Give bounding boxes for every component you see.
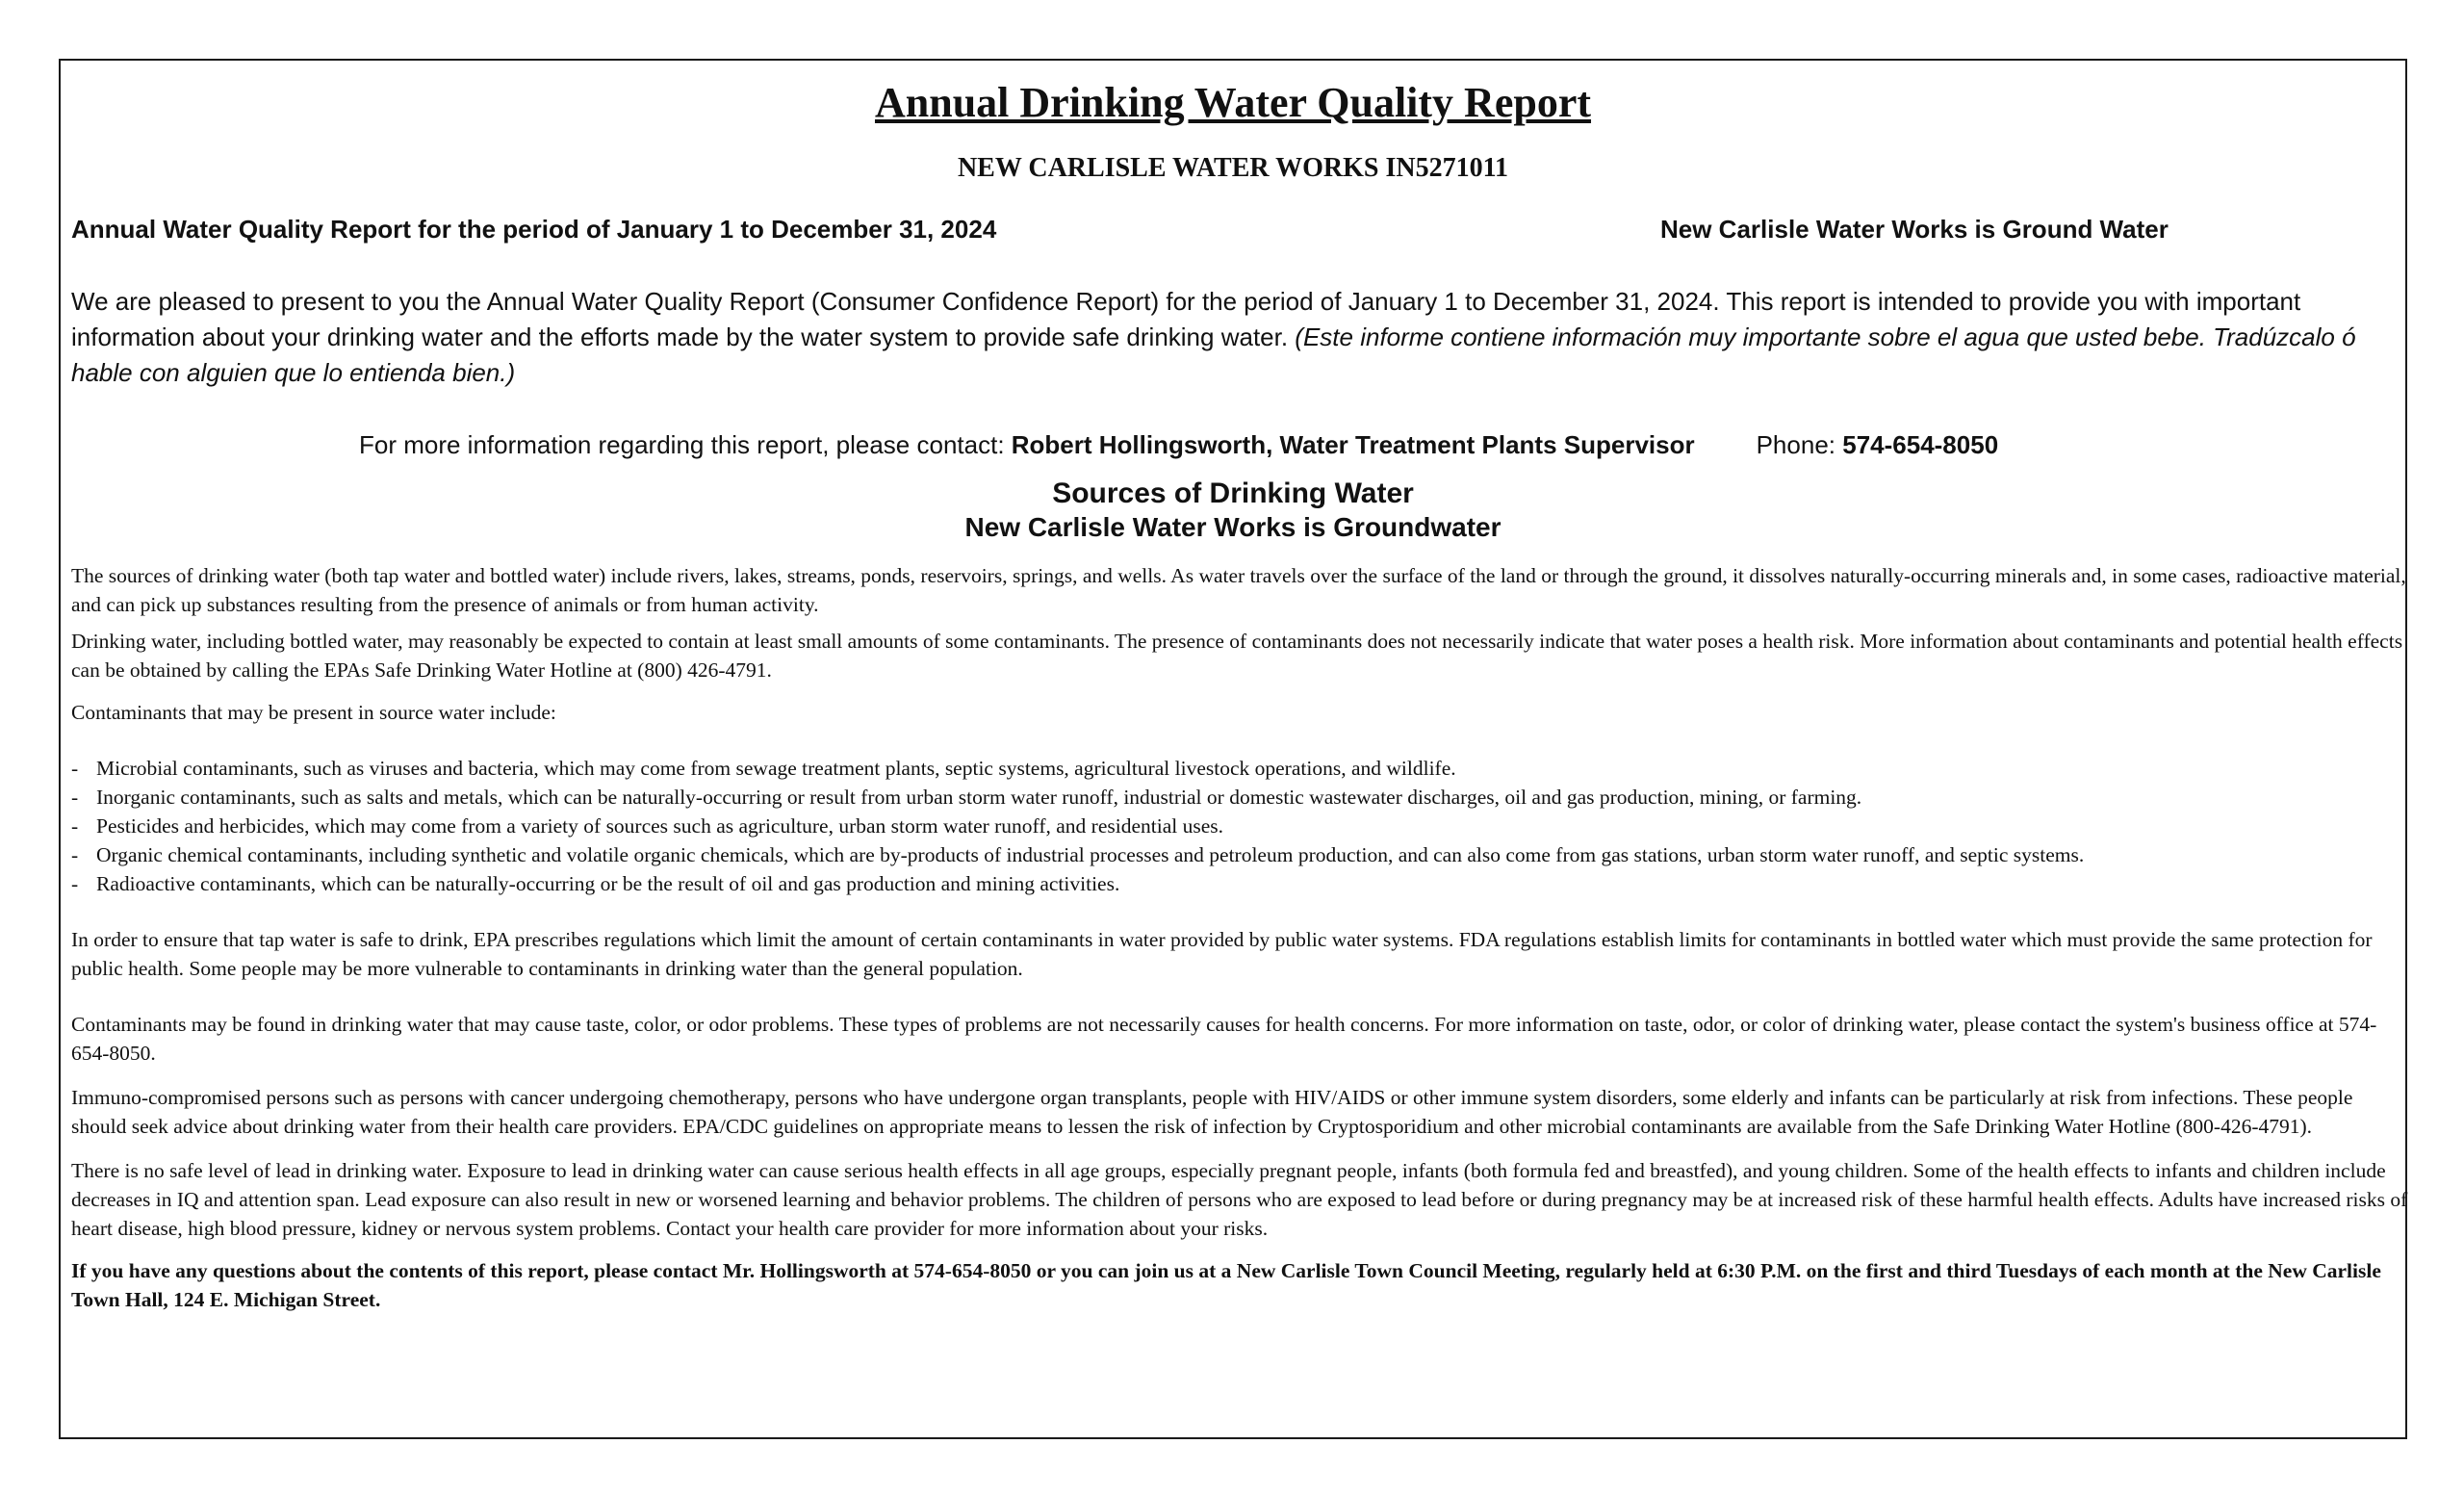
sources-heading: Sources of Drinking Water (1052, 477, 1414, 509)
paragraph-taste-odor: Contaminants may be found in drinking water that may cause taste, color, or odor problems. These types of problems are not necessarily causes for health concerns. For more information on taste, odor, or color of drinking water, please contact the system's business office at 574-654-8050. (71, 1013, 2377, 1065)
phone-label: Phone: (1756, 430, 1843, 459)
paragraph-questions-contact: If you have any questions about the contents of this report, please contact Mr. Hollingsworth at 574-654-8050 or you can join us at a New Carlisle Town Council Meeting, regularly held at 6:30 P.M. on the first and third Tuesdays of each month at the New Carlisle Town Hall, 124 E. Michigan Street. (71, 1259, 2381, 1311)
paragraph-contaminants-expected: Drinking water, including bottled water, may reasonably be expected to contain at least small amounts of some contaminants. The presence of contaminants does not necessarily indicate that water poses a health risk. More information about contaminants and potential health effects can be obtained by calling the EPAs Safe Drinking Water Hotline at (800) 426-4791. (71, 630, 2403, 682)
contaminant-list (71, 754, 2410, 898)
list-item: - Pesticides and herbicides, which may come from a variety of sources such as agriculture, urban storm water runoff, and residential uses. (71, 814, 1223, 838)
paragraph-immuno-compromised: Immuno-compromised persons such as persons with cancer undergoing chemotherapy, persons who have undergone organ transplants, people with HIV/AIDS or other immune system disorders, some elderly and infants can be particularly at risk from infections. These people should seek advice about drinking water from their health care providers. EPA/CDC guidelines on appropriate means to lessen the risk of infection by Cryptosporidium and other microbial contaminants are available from the Safe Drinking Water Hotline (800-426-4791). (71, 1086, 2353, 1138)
intro-spanish-note: (Este informe contiene información muy importante sobre el agua que usted bebe. Tradúzcalo ó hable con alguien que lo entienda bien.) (71, 322, 2356, 387)
list-item: - Organic chemical contaminants, including synthetic and volatile organic chemicals, which are by-products of industrial processes and petroleum production, and can also come from gas stations, urban storm water runoff, and septic systems. (71, 843, 2085, 866)
report-frame (59, 59, 2407, 1439)
list-item: - Radioactive contaminants, which can be naturally-occurring or be the result of oil and gas production and mining activities. (71, 872, 1120, 895)
report-body (71, 561, 2410, 1314)
paragraph-contaminants-intro: Contaminants that may be present in source water include: (71, 701, 556, 724)
report-title: Annual Drinking Water Quality Report (874, 79, 1592, 126)
contact-prefix: For more information regarding this report, please contact: (359, 430, 1012, 459)
paragraph-epa-regulations: In order to ensure that tap water is safe to drink, EPA prescribes regulations which limit the amount of certain contaminants in water provided by public water systems. FDA regulations establish limits for contaminants in bottled water which must provide the same protection for public health. Some people may be more vulnerable to contaminants in drinking water than the general population. (71, 928, 2373, 980)
paragraph-lead: There is no safe level of lead in drinking water. Exposure to lead in drinking water can cause serious health effects in all age groups, especially pregnant people, infants (both formula fed and breastfed), and young children. Some of the health effects to infants and children include decreases in IQ and attention span. Lead exposure can also result in new or worsened learning and behavior problems. The children of persons who are exposed to lead before or during pregnancy may be at increased risk of these harmful health effects. Adults have increased risks of heart disease, high blood pressure, kidney or nervous system problems. Contact your health care provider for more information about your risks. (71, 1159, 2408, 1240)
phone-number: 574-654-8050 (1842, 430, 1999, 459)
water-source-type: New Carlisle Water Works is Ground Water (1660, 215, 2169, 244)
system-name: NEW CARLISLE WATER WORKS IN5271011 (957, 153, 1509, 183)
contact-name: Robert Hollingsworth, Water Treatment Plants Supervisor (1011, 430, 1695, 459)
list-item: - Microbial contaminants, such as viruses and bacteria, which may come from sewage treatment plants, septic systems, agricultural livestock operations, and wildlife. (71, 757, 1456, 780)
intro-text: We are pleased to present to you the Annual Water Quality Report (Consumer Confidence Report) for the period of January 1 to December 31, 2024. This report is intended to provide you with important information about your drinking water and the efforts made by the water system to provide safe drinking water. (71, 287, 2301, 351)
sources-subheading: New Carlisle Water Works is Groundwater (964, 512, 1502, 542)
report-period: Annual Water Quality Report for the period of January 1 to December 31, 2024 (71, 215, 997, 244)
paragraph-sources: The sources of drinking water (both tap water and bottled water) include rivers, lakes, streams, ponds, reservoirs, springs, and wells. As water travels over the surface of the land or through the ground, it dissolves naturally-occurring minerals and, in some cases, radioactive material, and can pick up substances resulting from the presence of animals or from human activity. (71, 564, 2406, 616)
intro-paragraph (71, 284, 2400, 391)
contact-line (359, 430, 1998, 460)
list-item: - Inorganic contaminants, such as salts and metals, which can be naturally-occurring or result from urban storm water runoff, industrial or domestic wastewater discharges, oil and gas production, mining, or farming. (71, 786, 1862, 809)
